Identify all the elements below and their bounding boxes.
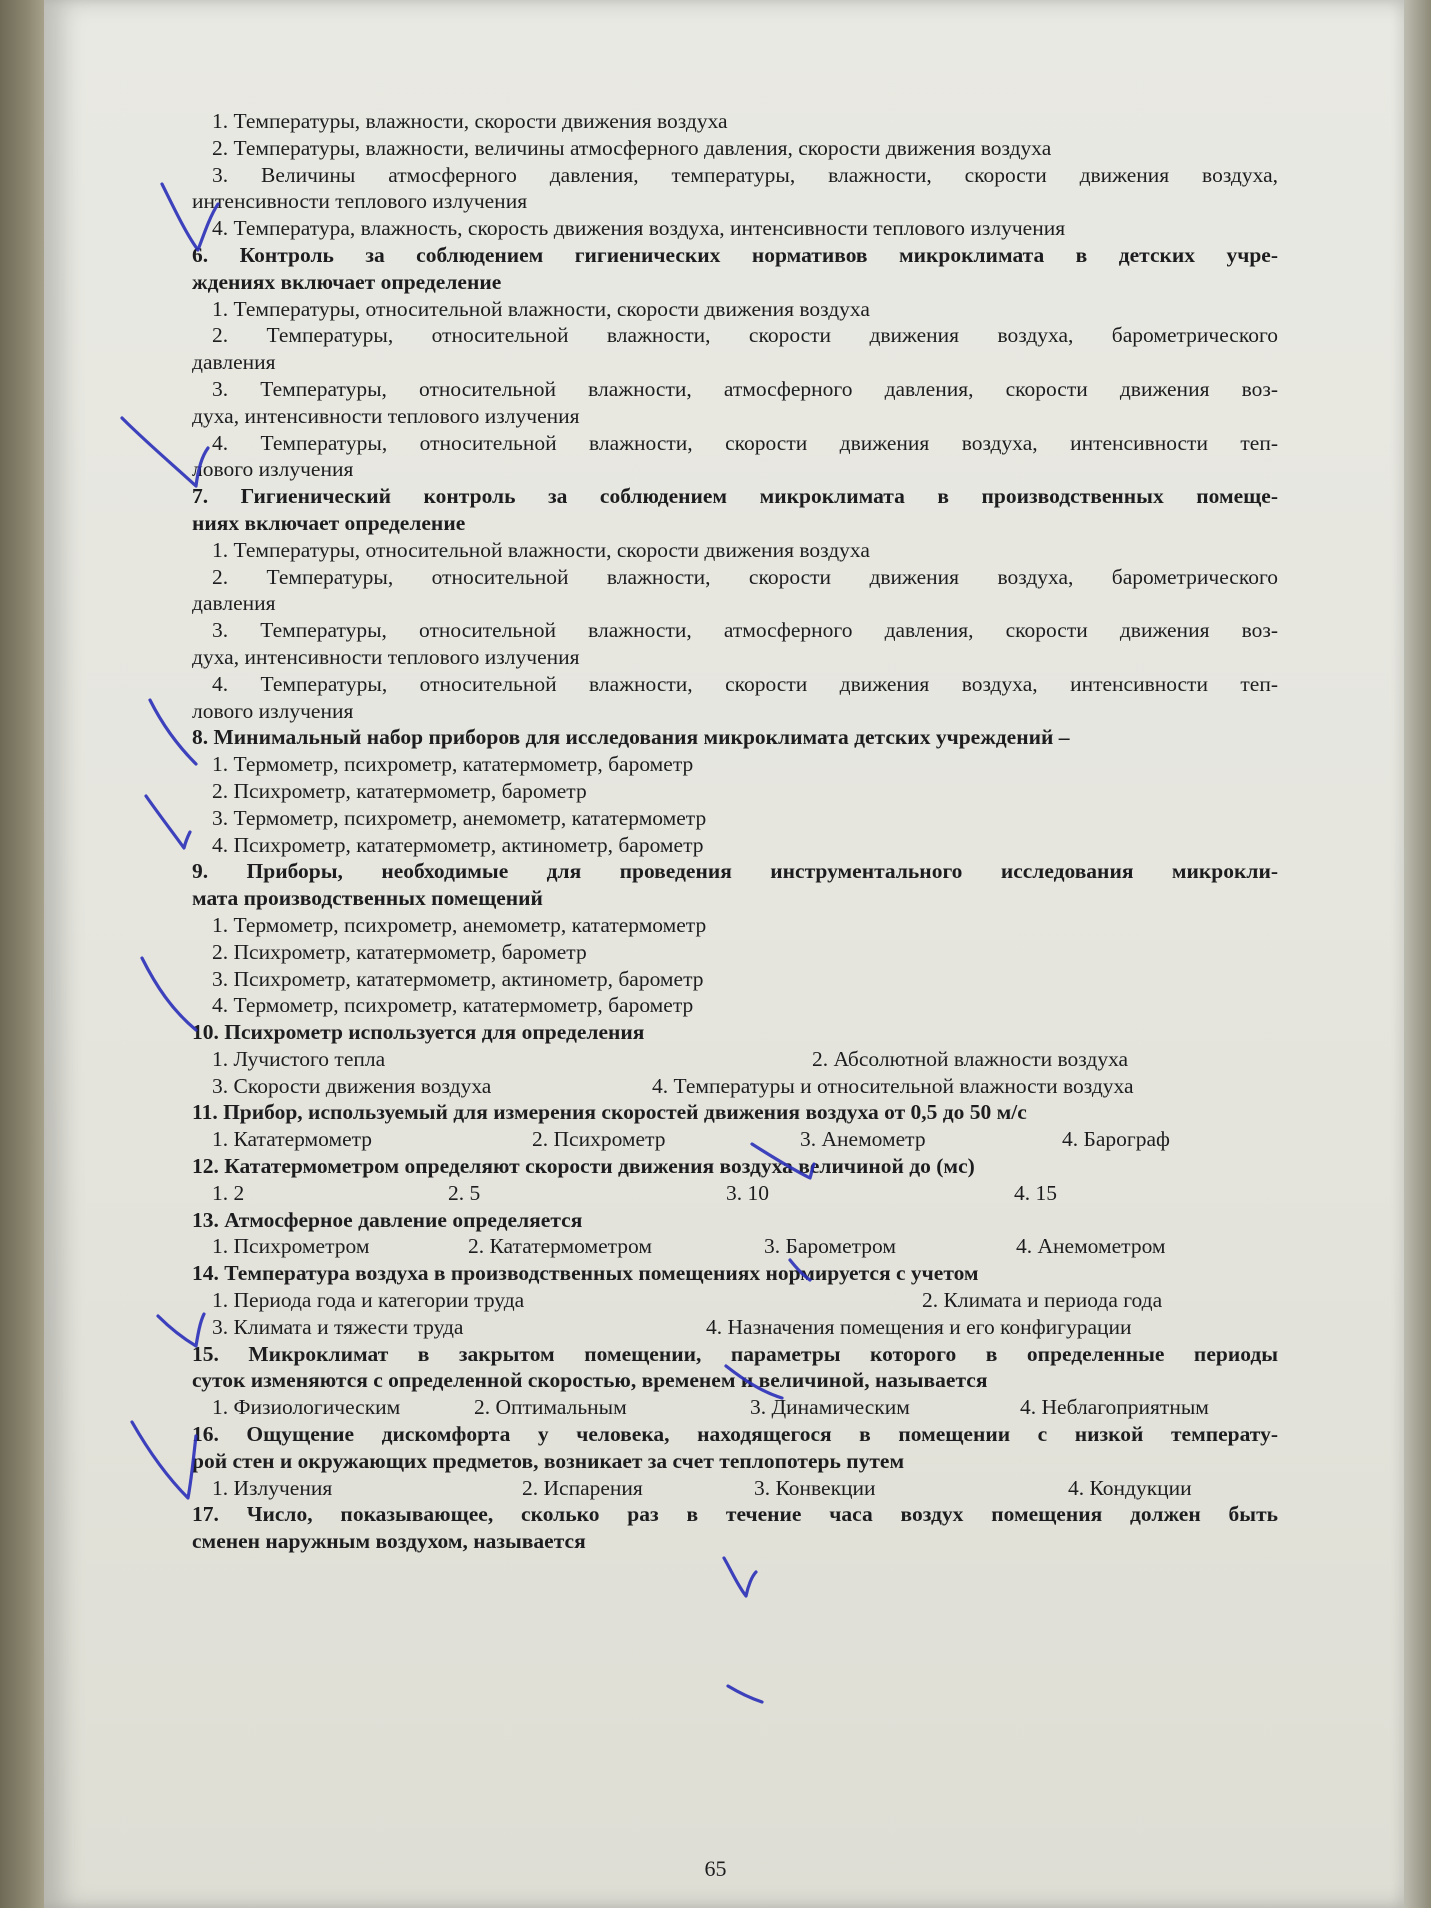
option-q7-2-cont: давления — [192, 591, 276, 616]
option-q14-3: 3. Климата и тяжести труда — [212, 1314, 464, 1339]
option-q5-3: 3. Величины атмосферного давления, температуры, влажности, скорости движения воздуха, — [212, 162, 1278, 187]
option-q7-4: 4. Температуры, относительной влажности, скорости движения воздуха, интенсивности теп- — [212, 671, 1278, 696]
option-q11-2: 2. Психрометр — [532, 1127, 666, 1152]
option-q6-3-cont: духа, интенсивности теплового излучения — [192, 403, 580, 428]
question-9-title: 9. Приборы, необходимые для проведения инструментального исследования микрокли- — [192, 859, 1278, 884]
question-8-title: 8. Минимальный набор приборов для исследования микроклимата детских учреждений – — [192, 725, 1070, 750]
option-q5-2: 2. Температуры, влажности, величины атмосферного давления, скорости движения воздуха — [212, 135, 1052, 160]
page-number: 65 — [704, 1856, 727, 1881]
option-q10-2: 2. Абсолютной влажности воздуха — [812, 1046, 1129, 1071]
option-q13-3: 3. Барометром — [764, 1234, 896, 1259]
option-q5-4: 4. Температура, влажность, скорость движения воздуха, интенсивности теплового излучения — [212, 216, 1066, 241]
option-q15-1: 1. Физиологическим — [212, 1395, 401, 1420]
option-q15-4: 4. Неблагоприятным — [1020, 1395, 1209, 1420]
option-q13-4: 4. Анемометром — [1016, 1234, 1166, 1259]
option-q7-1: 1. Температуры, относительной влажности, скорости движения воздуха — [212, 537, 870, 562]
options-q15 — [192, 1394, 1278, 1421]
question-13-title: 13. Атмосферное давление определяется — [192, 1207, 583, 1232]
option-q12-1: 1. 2 — [212, 1180, 245, 1205]
question-11-title: 11. Прибор, используемый для измерения скоростей движения воздуха от 0,5 до 50 м/с — [192, 1100, 1027, 1125]
option-q6-2: 2. Температуры, относительной влажности, скорости движения воздуха, барометрического — [212, 323, 1278, 348]
question-16-title-cont: рой стен и окружающих предметов, возникает за счет теплопотерь путем — [192, 1448, 905, 1473]
options-q10-row2 — [192, 1073, 1278, 1100]
option-q7-4-cont: лового излучения — [192, 698, 354, 723]
question-17-title-cont: сменен наружным воздухом, называется — [192, 1529, 586, 1554]
option-q12-3: 3. 10 — [726, 1180, 769, 1205]
options-q14-row2 — [192, 1314, 1278, 1341]
option-q10-3: 3. Скорости движения воздуха — [212, 1073, 492, 1098]
question-7-title: 7. Гигиенический контроль за соблюдением микроклимата в производственных помеще- — [192, 484, 1278, 509]
option-q9-2: 2. Психрометр, кататермометр, барометр — [212, 939, 587, 964]
option-q11-1: 1. Кататермометр — [212, 1127, 373, 1152]
option-q13-1: 1. Психрометром — [212, 1234, 370, 1259]
options-q14-row1 — [192, 1287, 1278, 1314]
option-q15-3: 3. Динамическим — [750, 1395, 910, 1420]
question-15-title-cont: суток изменяются с определенной скоростью, временем и величиной, называется — [192, 1368, 988, 1393]
option-q15-2: 2. Оптимальным — [474, 1395, 627, 1420]
option-q7-3: 3. Температуры, относительной влажности, атмосферного давления, скорости движения воз- — [212, 618, 1278, 643]
option-q10-1: 1. Лучистого тепла — [212, 1046, 386, 1071]
question-15-title: 15. Микроклимат в закрытом помещении, параметры которого в определенные периоды — [192, 1341, 1278, 1366]
option-q12-4: 4. 15 — [1014, 1180, 1057, 1205]
option-q8-4: 4. Психрометр, кататермометр, актинометр, барометр — [212, 832, 704, 857]
option-q16-2: 2. Испарения — [522, 1475, 643, 1500]
question-6-title: 6. Контроль за соблюдением гигиенических нормативов микроклимата в детских учре- — [192, 242, 1278, 267]
option-q14-4: 4. Назначения помещения и его конфигурации — [706, 1314, 1132, 1339]
question-10-title: 10. Психрометр используется для определения — [192, 1020, 645, 1045]
book-spine-shadow — [0, 0, 44, 1908]
question-16-title: 16. Ощущение дискомфорта у человека, находящегося в помещении с низкой температу- — [192, 1422, 1278, 1447]
question-7-title-cont: ниях включает определение — [192, 510, 466, 535]
question-9-title-cont: мата производственных помещений — [192, 886, 543, 911]
option-q12-2: 2. 5 — [448, 1180, 481, 1205]
page-text — [192, 108, 1278, 1555]
question-17-title: 17. Число, показывающее, сколько раз в течение часа воздух помещения должен быть — [192, 1502, 1278, 1527]
option-q5-1: 1. Температуры, влажности, скорости движения воздуха — [212, 109, 728, 133]
question-6-title-cont: ждениях включает определение — [192, 269, 502, 294]
question-12-title: 12. Кататермометром определяют скорости движения воздуха величиной до (мс) — [192, 1154, 975, 1179]
options-q10-row1 — [192, 1046, 1278, 1073]
options-q13 — [192, 1233, 1278, 1260]
options-q11 — [192, 1126, 1278, 1153]
option-q9-4: 4. Термометр, психрометр, кататермометр, барометр — [212, 993, 694, 1018]
option-q9-3: 3. Психрометр, кататермометр, актинометр, барометр — [212, 966, 704, 991]
option-q5-3-cont: интенсивности теплового излучения — [192, 189, 528, 214]
option-q6-3: 3. Температуры, относительной влажности, атмосферного давления, скорости движения воз- — [212, 376, 1278, 401]
page-edge — [1404, 0, 1431, 1908]
option-q6-4-cont: лового излучения — [192, 457, 354, 482]
option-q8-3: 3. Термометр, психрометр, анемометр, кататермометр — [212, 805, 707, 830]
option-q16-1: 1. Излучения — [212, 1475, 333, 1500]
options-q12 — [192, 1180, 1278, 1207]
option-q6-2-cont: давления — [192, 350, 276, 375]
option-q6-4: 4. Температуры, относительной влажности, скорости движения воздуха, интенсивности теп- — [212, 430, 1278, 455]
option-q14-1: 1. Периода года и категории труда — [212, 1288, 525, 1313]
option-q6-1: 1. Температуры, относительной влажности, скорости движения воздуха — [212, 296, 870, 321]
option-q8-2: 2. Психрометр, кататермометр, барометр — [212, 778, 587, 803]
options-q16 — [192, 1475, 1278, 1502]
option-q9-1: 1. Термометр, психрометр, анемометр, кататермометр — [212, 912, 707, 937]
option-q16-4: 4. Кондукции — [1068, 1475, 1192, 1500]
question-14-title: 14. Температура воздуха в производственных помещениях нормируется с учетом — [192, 1261, 979, 1286]
option-q7-3-cont: духа, интенсивности теплового излучения — [192, 644, 580, 669]
option-q11-4: 4. Барограф — [1062, 1127, 1170, 1152]
option-q8-1: 1. Термометр, психрометр, кататермометр, барометр — [212, 752, 694, 777]
option-q16-3: 3. Конвекции — [754, 1475, 876, 1500]
option-q10-4: 4. Температуры и относительной влажности воздуха — [652, 1073, 1134, 1098]
option-q14-2: 2. Климата и периода года — [922, 1288, 1163, 1313]
option-q7-2: 2. Температуры, относительной влажности, скорости движения воздуха, барометрического — [212, 564, 1278, 589]
option-q11-3: 3. Анемометр — [800, 1127, 926, 1152]
option-q13-2: 2. Кататермометром — [468, 1234, 652, 1259]
